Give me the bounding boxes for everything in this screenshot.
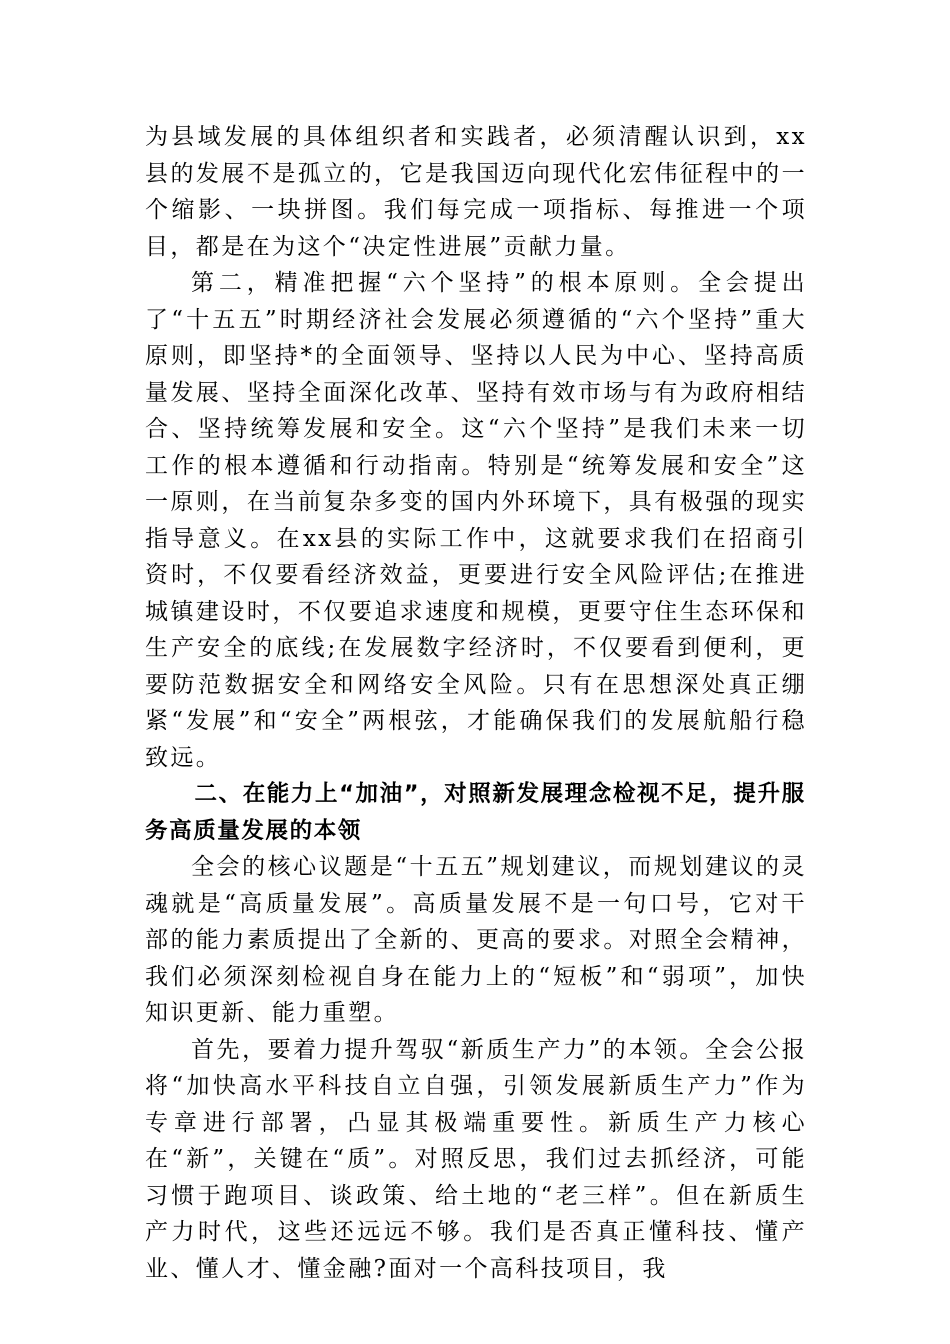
section-heading: 二、在能力上“加油”，对照新发展理念检视不足，提升服务高质量发展的本领: [145, 781, 806, 844]
paragraph-4: 首先，要着力提升驾驭“新质生产力”的本领。全会公报将“加快高水平科技自立自强，引领发展新质生产力”作为专章进行部署，凸显其极端重要性。新质生产力核心在“新”，关键在“质”。对照反思，我们过去抓经济，可能习惯于跑项目、谈政策、给土地的“老三样”。但在新质生产力时代，这些还远远不够。我们是否真正懂科技、懂产业、懂人才、懂金融?面对一个高科技项目，我: [145, 1036, 807, 1282]
paragraph-3: 全会的核心议题是“十五五”规划建议，而规划建议的灵魂就是“高质量发展”。高质量发展不是一句口号，它对干部的能力素质提出了全新的、更高的要求。对照全会精神，我们必须深刻检视自身在能力上的“短板”和“弱项”，加快知识更新、能力重塑。: [145, 854, 807, 1026]
paragraph-2: 第二，精准把握“六个坚持”的根本原则。全会提出了“十五五”时期经济社会发展必须遵循的“六个坚持”重大原则，即坚持*的全面领导、坚持以人民为中心、坚持高质量发展、坚持全面深化改革、坚持有效市场与有为政府相结合、坚持统筹发展和安全。这“六个坚持”是我们未来一切工作的根本遵循和行动指南。特别是“统筹发展和安全”这一原则，在当前复杂多变的国内外环境下，具有极强的现实指导意义。在xx县的实际工作中，这就要求我们在招商引资时，不仅要看经济效益，更要进行安全风险评估;在推进城镇建设时，不仅要追求速度和规模，更要守住生态环保和生产安全的底线;在发展数字经济时，不仅要看到便利，更要防范数据安全和网络安全风险。只有在思想深处真正绷紧“发展”和“安全”两根弦，才能确保我们的发展航船行稳致远。: [145, 270, 807, 771]
paragraph-1: 为县域发展的具体组织者和实践者，必须清醒认识到，xx县的发展不是孤立的，它是我国迈向现代化宏伟征程中的一个缩影、一块拼图。我们每完成一项指标、每推进一个项目，都是在为这个“决定性进展”贡献力量。: [145, 124, 807, 260]
document-page: [145, 119, 807, 1287]
